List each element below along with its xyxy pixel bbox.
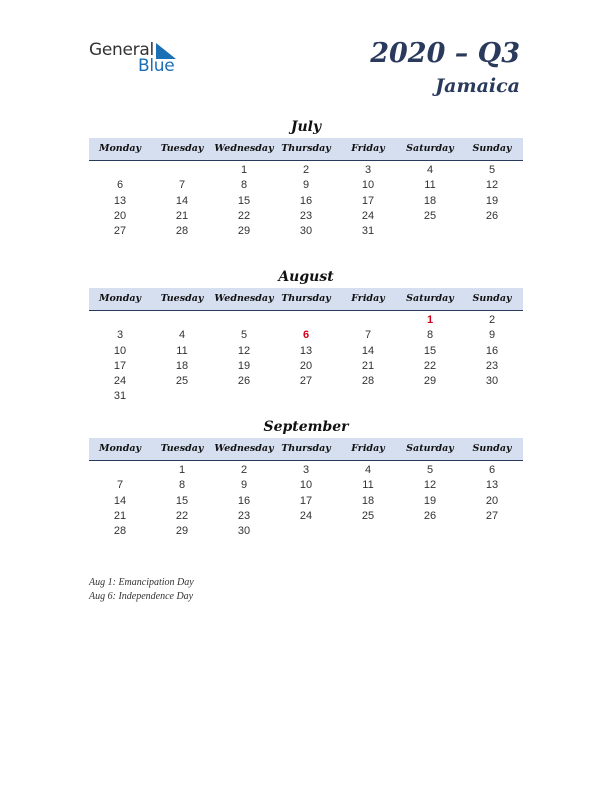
day-cell: 6: [488, 464, 496, 476]
day-cell: 18: [361, 494, 375, 507]
holiday-note: Aug 1: Emancipation Day: [89, 577, 194, 588]
day-cell: [151, 389, 213, 404]
weekday-header-row: [89, 288, 523, 311]
day-cell: 8: [240, 179, 248, 192]
day-cell: 19: [423, 494, 437, 507]
week-row: [89, 374, 523, 389]
day-cell: 10: [361, 179, 375, 192]
day-cell: [461, 389, 523, 404]
day-cell: 7: [116, 479, 124, 492]
day-cell: 26: [423, 509, 437, 522]
day-cell: [461, 224, 523, 239]
month-weeks: [89, 311, 523, 405]
day-cell: 14: [113, 494, 127, 507]
day-cell: 30: [237, 525, 251, 538]
day-cell: [337, 389, 399, 404]
day-cell: 13: [113, 194, 127, 207]
weekday-header: Monday: [98, 293, 142, 304]
week-row: [89, 344, 523, 359]
month-block: [89, 267, 523, 405]
day-cell: [399, 524, 461, 539]
day-cell: 16: [485, 344, 499, 357]
month-name: August: [278, 269, 334, 285]
weekday-header: Sunday: [472, 293, 512, 304]
day-cell: [89, 163, 151, 178]
day-cell: [275, 524, 337, 539]
holiday-day-cell: 6: [302, 329, 310, 342]
day-cell: 4: [426, 164, 434, 176]
day-cell: 26: [237, 375, 251, 388]
day-cell: 23: [299, 209, 313, 222]
weekday-header: Friday: [351, 143, 385, 154]
week-row: [89, 313, 523, 328]
day-cell: 13: [299, 344, 313, 357]
day-cell: 15: [175, 494, 189, 507]
day-cell: 3: [116, 329, 124, 342]
day-cell: [399, 389, 461, 404]
day-cell: 1: [178, 464, 186, 476]
month-name: September: [263, 419, 349, 435]
weekday-header: Sunday: [472, 443, 512, 454]
day-cell: 2: [488, 314, 496, 326]
day-cell: 9: [488, 329, 496, 342]
week-row: [89, 389, 523, 404]
day-cell: 15: [237, 194, 251, 207]
day-cell: 21: [113, 509, 127, 522]
day-cell: 29: [237, 225, 251, 238]
day-cell: 2: [240, 464, 248, 476]
day-cell: 28: [361, 375, 375, 388]
day-cell: 21: [175, 209, 189, 222]
holiday-note: Aug 6: Independence Day: [89, 591, 194, 602]
weekday-header: Saturday: [406, 443, 454, 454]
day-cell: 8: [178, 479, 186, 492]
weekday-header: Tuesday: [160, 293, 204, 304]
day-cell: 24: [299, 509, 313, 522]
day-cell: [399, 224, 461, 239]
week-row: [89, 494, 523, 509]
day-cell: 25: [423, 209, 437, 222]
day-cell: 28: [175, 225, 189, 238]
day-cell: 23: [237, 509, 251, 522]
day-cell: [213, 389, 275, 404]
month-name: July: [290, 119, 322, 135]
logo-word-general: General: [89, 40, 154, 60]
day-cell: 1: [240, 164, 248, 176]
week-row: [89, 463, 523, 478]
weekday-header: Friday: [351, 443, 385, 454]
holiday-notes: [89, 576, 194, 604]
day-cell: 8: [426, 329, 434, 342]
weekday-header: Wednesday: [214, 143, 274, 154]
day-cell: 22: [237, 209, 251, 222]
week-row: [89, 163, 523, 178]
day-cell: 4: [178, 329, 186, 342]
month-block: [89, 117, 523, 239]
day-cell: 19: [485, 194, 499, 207]
day-cell: [89, 313, 151, 328]
day-cell: [213, 313, 275, 328]
day-cell: [151, 163, 213, 178]
day-cell: 3: [364, 164, 372, 176]
day-cell: 16: [299, 194, 313, 207]
day-cell: 11: [424, 179, 436, 192]
week-row: [89, 178, 523, 193]
day-cell: 9: [240, 479, 248, 492]
day-cell: 30: [299, 225, 313, 238]
day-cell: 31: [113, 390, 127, 403]
day-cell: 30: [485, 375, 499, 388]
weekday-header: Tuesday: [160, 443, 204, 454]
day-cell: 16: [237, 494, 251, 507]
day-cell: 12: [485, 179, 499, 192]
day-cell: [89, 463, 151, 478]
day-cell: [461, 524, 523, 539]
day-cell: 9: [302, 179, 310, 192]
day-cell: 27: [299, 375, 313, 388]
day-cell: 20: [299, 359, 313, 372]
day-cell: [275, 313, 337, 328]
holiday-day-cell: 1: [426, 314, 434, 326]
day-cell: [337, 313, 399, 328]
day-cell: 20: [113, 209, 127, 222]
week-row: [89, 509, 523, 524]
day-cell: 22: [423, 359, 437, 372]
weekday-header: Thursday: [281, 443, 331, 454]
month-block: [89, 417, 523, 539]
day-cell: 11: [362, 479, 374, 492]
day-cell: [275, 389, 337, 404]
day-cell: 25: [175, 375, 189, 388]
day-cell: 29: [423, 375, 437, 388]
month-weeks: [89, 461, 523, 539]
day-cell: 12: [423, 479, 437, 492]
week-row: [89, 224, 523, 239]
weekday-header: Friday: [351, 293, 385, 304]
day-cell: 18: [423, 194, 437, 207]
day-cell: 18: [175, 359, 189, 372]
weekday-header: Wednesday: [214, 293, 274, 304]
day-cell: 5: [240, 329, 248, 342]
day-cell: 14: [175, 194, 189, 207]
day-cell: [337, 524, 399, 539]
month-weeks: [89, 161, 523, 239]
week-row: [89, 359, 523, 374]
day-cell: 22: [175, 509, 189, 522]
day-cell: 23: [485, 359, 499, 372]
day-cell: 14: [361, 344, 375, 357]
day-cell: 12: [237, 344, 251, 357]
weekday-header: Thursday: [281, 293, 331, 304]
day-cell: 7: [178, 179, 186, 192]
day-cell: 27: [485, 509, 499, 522]
day-cell: 11: [176, 344, 188, 357]
day-cell: 21: [361, 359, 375, 372]
day-cell: 24: [113, 375, 127, 388]
day-cell: 19: [237, 359, 251, 372]
day-cell: 20: [485, 494, 499, 507]
week-row: [89, 328, 523, 343]
week-row: [89, 524, 523, 539]
day-cell: 25: [361, 509, 375, 522]
page-subtitle: Jamaica: [435, 75, 520, 97]
day-cell: 7: [364, 329, 372, 342]
page-title: 2020 – Q3: [370, 38, 520, 69]
week-row: [89, 478, 523, 493]
day-cell: 28: [113, 525, 127, 538]
day-cell: 10: [299, 479, 313, 492]
weekday-header: Monday: [98, 443, 142, 454]
day-cell: 29: [175, 525, 189, 538]
day-cell: 5: [426, 464, 434, 476]
day-cell: 6: [116, 179, 124, 192]
day-cell: 5: [488, 164, 496, 176]
week-row: [89, 209, 523, 224]
weekday-header-row: [89, 138, 523, 161]
day-cell: 17: [361, 194, 375, 207]
day-cell: 17: [113, 359, 127, 372]
weekday-header: Saturday: [406, 293, 454, 304]
day-cell: 4: [364, 464, 372, 476]
day-cell: 17: [299, 494, 313, 507]
day-cell: 27: [113, 225, 127, 238]
day-cell: 2: [302, 164, 310, 176]
weekday-header: Thursday: [281, 143, 331, 154]
day-cell: 10: [113, 344, 127, 357]
day-cell: 26: [485, 209, 499, 222]
weekday-header: Monday: [98, 143, 142, 154]
day-cell: 13: [485, 479, 499, 492]
week-row: [89, 194, 523, 209]
logo-word-blue: Blue: [138, 56, 175, 76]
weekday-header: Saturday: [406, 143, 454, 154]
day-cell: 3: [302, 464, 310, 476]
weekday-header: Wednesday: [214, 443, 274, 454]
day-cell: 24: [361, 209, 375, 222]
weekday-header-row: [89, 438, 523, 461]
day-cell: 15: [423, 344, 437, 357]
generalblue-logo: [89, 40, 189, 76]
weekday-header: Sunday: [472, 143, 512, 154]
day-cell: 31: [361, 225, 375, 238]
weekday-header: Tuesday: [160, 143, 204, 154]
day-cell: [151, 313, 213, 328]
